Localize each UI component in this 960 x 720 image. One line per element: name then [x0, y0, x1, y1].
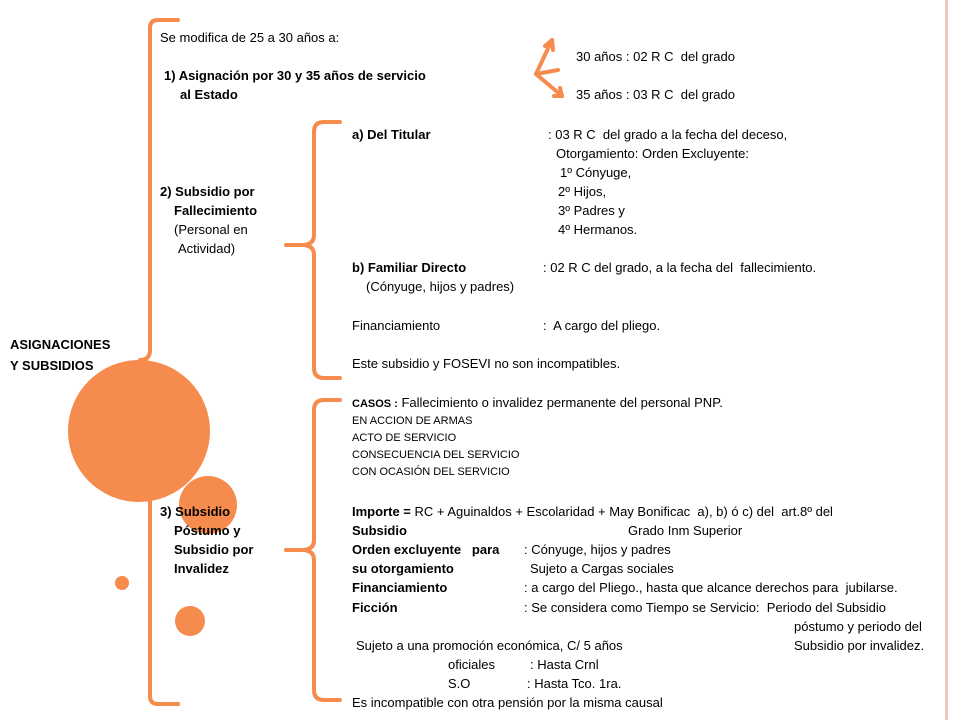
- importe-grado: Grado Inm Superior: [628, 523, 743, 538]
- casos-line: [352, 394, 723, 413]
- item2-title-line3: (Personal en: [174, 222, 248, 237]
- caso-1: EN ACCION DE ARMAS: [352, 415, 473, 427]
- importe-value: RC + Aguinaldos + Escolaridad + May Bonificac a), b) ó c) del art.8º del: [414, 504, 833, 519]
- oficiales-label: oficiales: [448, 657, 495, 672]
- order-1: 1º Cónyuge,: [560, 165, 632, 180]
- item3-title-line1: 3) Subsidio: [160, 504, 231, 519]
- main-bracket: [140, 20, 178, 704]
- financiamiento-label: Financiamiento: [352, 318, 441, 333]
- item3-title-line4: Invalidez: [174, 561, 229, 576]
- item1-option-30: 30 años : 02 R C del grado: [576, 49, 735, 64]
- ficcion-cont-2: Subsidio por invalidez.: [794, 638, 925, 653]
- slide-title-line1: ASIGNACIONES: [10, 337, 111, 352]
- familiar-note: (Cónyuge, hijos y padres): [366, 279, 515, 294]
- orden-label: Orden excluyente para: [352, 542, 500, 557]
- ficcion-value: : Se considera como Tiempo se Servicio: Periodo del Subsidio: [524, 600, 887, 615]
- item3-title-line2: Póstumo y: [174, 523, 241, 538]
- order-2: 2º Hijos,: [558, 184, 607, 199]
- importe-label: Importe =: [352, 504, 415, 519]
- titular-label: a) Del Titular: [352, 127, 431, 142]
- ficcion-label: Ficción: [352, 600, 398, 615]
- slide-title-line2: Y SUBSIDIOS: [10, 358, 94, 373]
- orden-subvalue: Sujeto a Cargas sociales: [530, 561, 674, 576]
- casos-label: CASOS :: [352, 398, 398, 410]
- orden-sublabel: su otorgamiento: [352, 561, 454, 576]
- intro-text: Se modifica de 25 a 30 años a:: [160, 30, 340, 45]
- order-3: 3º Padres y: [558, 203, 625, 218]
- caso-3: CONSECUENCIA DEL SERVICIO: [352, 449, 520, 461]
- familiar-value: : 02 R C del grado, a la fecha del fallecimiento.: [543, 260, 817, 275]
- item1-title-line2: al Estado: [180, 87, 238, 102]
- order-4: 4º Hermanos.: [558, 222, 638, 237]
- item1-title-line1: 1) Asignación por 30 y 35 años de servicio: [164, 68, 426, 83]
- casos-text: Fallecimiento o invalidez permanente del personal PNP.: [401, 395, 723, 410]
- oficiales-value: : Hasta Crnl: [530, 657, 599, 672]
- item2-title-line4: Actividad): [178, 241, 236, 256]
- familiar-label: b) Familiar Directo: [352, 260, 467, 275]
- importe-line: [352, 503, 833, 521]
- orden-value: : Cónyuge, hijos y padres: [524, 542, 671, 557]
- caso-2: ACTO DE SERVICIO: [352, 432, 457, 444]
- bracket-fallecimiento: [286, 122, 340, 378]
- importe-sublabel: Subsidio: [352, 523, 407, 538]
- so-value: : Hasta Tco. 1ra.: [527, 676, 622, 691]
- promocion-line: Sujeto a una promoción económica, C/ 5 años: [356, 638, 623, 653]
- compatibility-note: Este subsidio y FOSEVI no son incompatibles.: [352, 356, 621, 371]
- financiamiento3-label: Financiamiento: [352, 580, 448, 595]
- financiamiento-value: : A cargo del pliego.: [543, 318, 661, 333]
- bracket-postumo: [286, 400, 340, 700]
- titular-value: : 03 R C del grado a la fecha del deceso,: [548, 127, 788, 142]
- caso-4: CON OCASIÓN DEL SERVICIO: [352, 466, 510, 478]
- ficcion-cont-1: póstumo y periodo del: [794, 619, 922, 634]
- financiamiento3-value: : a cargo del Pliego., hasta que alcance derechos para jubilarse.: [524, 580, 898, 595]
- item1-option-35: 35 años : 03 R C del grado: [576, 87, 735, 102]
- so-label: S.O: [448, 676, 471, 691]
- item3-title-line3: Subsidio por: [174, 542, 254, 557]
- arrow-down: [536, 74, 562, 96]
- incompatible-note: Es incompatible con otra pensión por la misma causal: [352, 695, 663, 710]
- item2-title-line2: Fallecimiento: [174, 203, 258, 218]
- otorgamiento-line: Otorgamiento: Orden Excluyente:: [556, 146, 749, 161]
- item2-title-line1: 2) Subsidio por: [160, 184, 255, 199]
